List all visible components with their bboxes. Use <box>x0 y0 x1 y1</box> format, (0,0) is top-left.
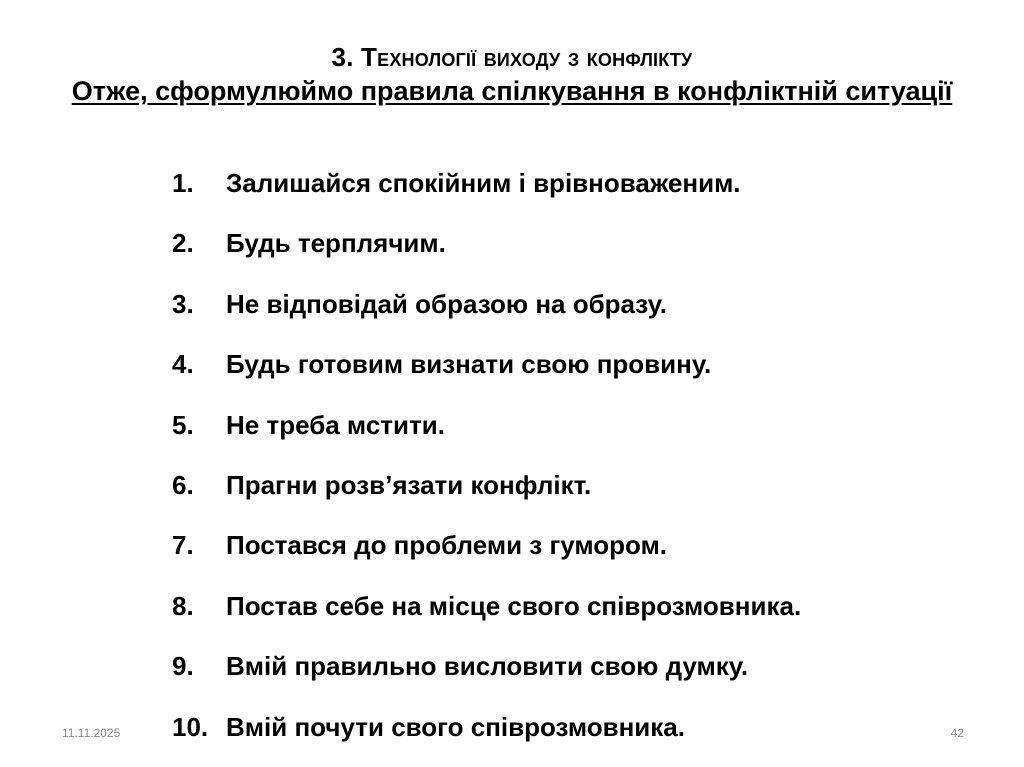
list-item-text: Прагни розв’язати конфлікт. <box>226 469 592 500</box>
list-item-text: Будь терплячим. <box>226 228 446 259</box>
slide-subtitle: Отже, сформулюймо правила спілкування в конфліктній ситуації <box>71 76 953 106</box>
list-item-number: 1. <box>172 168 194 198</box>
list-item-text: Залишайся спокійним і врівноваженим. <box>226 168 741 198</box>
list-item-number: 9. <box>172 651 194 682</box>
list-item <box>172 344 801 404</box>
list-item-number: 3. <box>172 288 194 319</box>
list-item-text: Постав себе на місце свого співрозмовника. <box>226 590 802 621</box>
list-item-text: Будь готовим визнати свою провину. <box>226 349 712 380</box>
page-number: 42 <box>950 726 964 740</box>
list-item-text: Не відповідай образою на образу. <box>226 288 667 319</box>
list-item <box>172 163 801 223</box>
list-item <box>172 284 801 344</box>
list-item-number: 5. <box>172 409 194 440</box>
list-item-text: Вмій правильно висловити свою думку. <box>226 651 749 682</box>
list-item-text: Постався до проблеми з гумором. <box>226 530 668 561</box>
list-item <box>172 405 801 465</box>
list-item-number: 4. <box>172 349 194 380</box>
list-item <box>172 525 801 585</box>
list-item-number: 8. <box>172 590 194 621</box>
list-item <box>172 223 801 283</box>
list-item-number: 6. <box>172 469 194 500</box>
title-block <box>60 40 964 109</box>
list-item-text: Не треба мстити. <box>226 409 445 440</box>
list-item-text: Вмій почути свого співрозмовника. <box>226 711 685 742</box>
list-item <box>172 707 801 767</box>
list-item-number: 10. <box>172 711 209 742</box>
list-item <box>172 646 801 706</box>
list-item <box>172 586 801 646</box>
slide-title: 3. Технології виходу з конфлікту <box>331 42 693 72</box>
rules-list <box>172 163 801 767</box>
list-item <box>172 465 801 525</box>
list-item-number: 7. <box>172 530 194 561</box>
footer-date: 11.11.2025 <box>62 726 121 740</box>
list-item-number: 2. <box>172 228 194 259</box>
